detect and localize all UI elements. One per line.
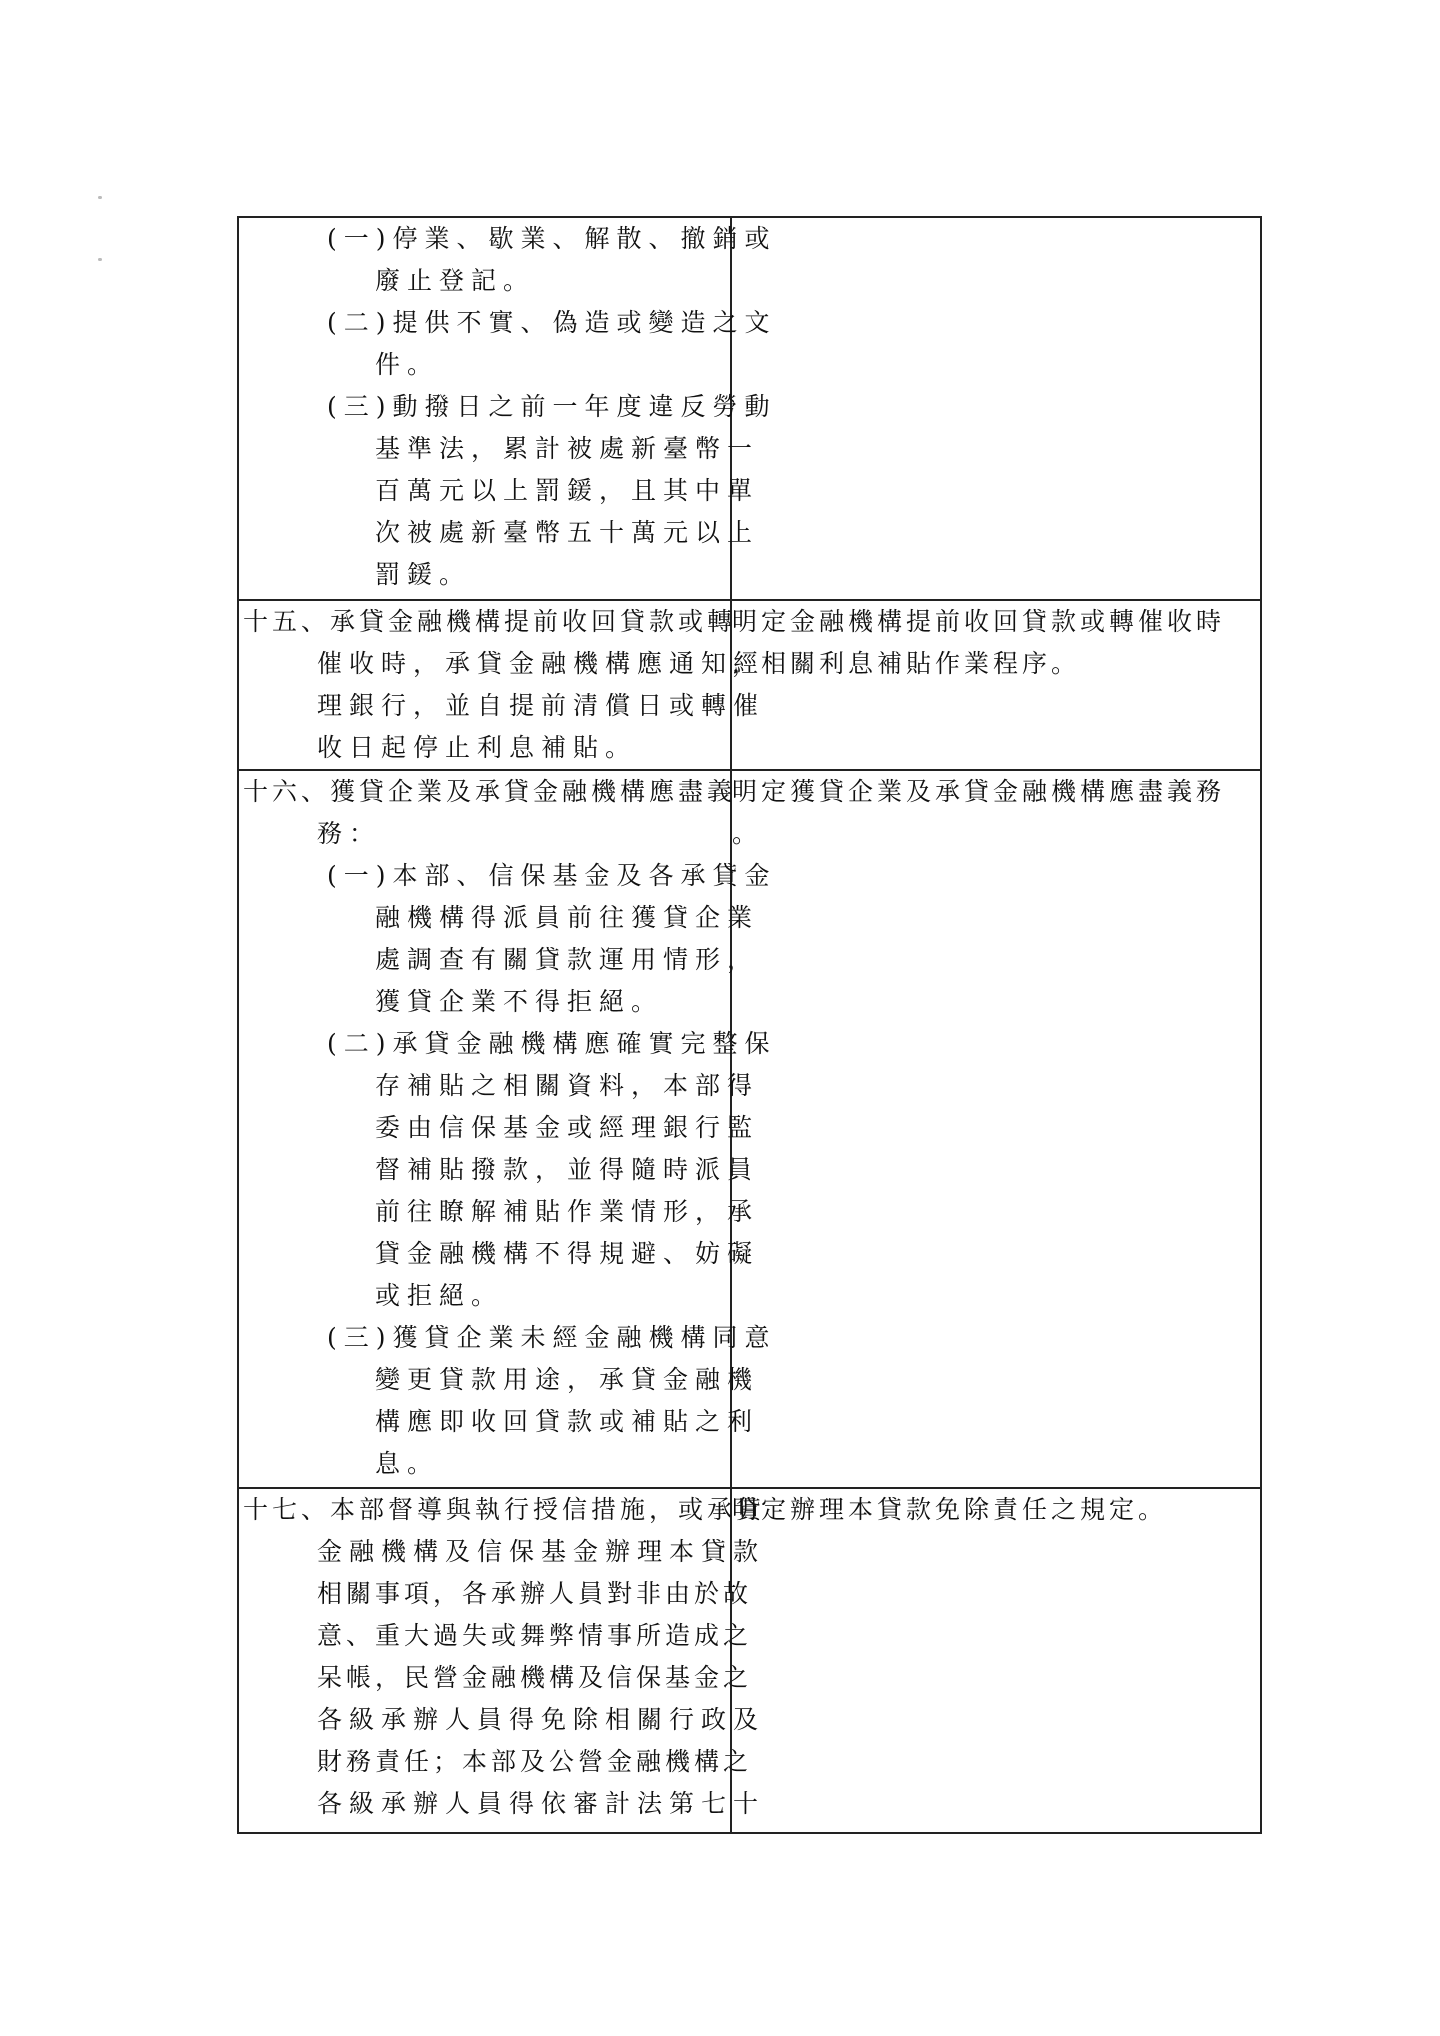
provision-line: 呆帳，民營金融機構及信保基金之 xyxy=(317,1663,753,1692)
provision-line: 構應即收回貸款或補貼之利 xyxy=(375,1407,760,1436)
explanation-cell xyxy=(731,217,1261,600)
provision-line: 息。 xyxy=(375,1449,440,1478)
provision-line: 獲貸企業不得拒絕。 xyxy=(375,987,664,1016)
provision-line: 各級承辦人員得免除相關行政及 xyxy=(317,1705,766,1734)
table-row xyxy=(238,217,1261,600)
provision-line: (一)本部、信保基金及各承貸金 xyxy=(327,861,777,890)
scan-speck xyxy=(98,258,102,261)
explanation-line: 明定金融機構提前收回貸款或轉催收時 xyxy=(732,607,1226,636)
explanation-line: 明定辦理本貸款免除責任之規定。 xyxy=(732,1495,1168,1524)
provision-line: 十七、本部督導與執行授信措施，或承貸 xyxy=(243,1495,766,1524)
table-row xyxy=(238,1488,1261,1833)
explanation-line: 。 xyxy=(732,819,762,848)
provision-cell xyxy=(238,217,777,600)
provision-line: 件。 xyxy=(375,350,440,379)
explanation-line: 明定獲貸企業及承貸金融機構應盡義務 xyxy=(732,777,1226,806)
explanation-cell xyxy=(731,600,1261,770)
provision-line: (二)承貸金融機構應確實完整保 xyxy=(327,1029,777,1058)
provision-line: 或拒絕。 xyxy=(375,1281,504,1310)
provision-line: 十五、承貸金融機構提前收回貸款或轉 xyxy=(243,607,737,636)
explanation-line: ，相關利息補貼作業程序。 xyxy=(732,649,1081,678)
provision-cell xyxy=(238,770,777,1488)
provision-line: 百萬元以上罰鍰，且其中單 xyxy=(375,476,760,505)
provision-line: (三)獲貸企業未經金融機構同意 xyxy=(327,1323,777,1352)
provision-line: 財務責任；本部及公營金融機構之 xyxy=(317,1747,753,1776)
provision-line: 次被處新臺幣五十萬元以上 xyxy=(375,518,760,547)
provision-line: 金融機構及信保基金辦理本貸款 xyxy=(317,1537,766,1566)
provision-line: 相關事項，各承辦人員對非由於故 xyxy=(317,1579,753,1608)
provision-line: 變更貸款用途，承貸金融機 xyxy=(375,1365,760,1394)
provision-line: 務： xyxy=(317,819,382,848)
provision-line: 廢止登記。 xyxy=(375,266,536,295)
explanation-cell xyxy=(731,1488,1261,1833)
provision-line: 處調查有關貸款運用情形， xyxy=(375,945,760,974)
provision-line: 基準法，累計被處新臺幣一 xyxy=(375,434,760,463)
provision-line: 前往瞭解補貼作業情形，承 xyxy=(375,1197,760,1226)
provision-line: 意、重大過失或舞弊情事所造成之 xyxy=(317,1621,753,1650)
provision-line: 融機構得派員前往獲貸企業 xyxy=(375,903,760,932)
provision-line: (三)動撥日之前一年度違反勞動 xyxy=(327,392,777,421)
provision-line: (一)停業、歇業、解散、撤銷或 xyxy=(327,224,777,253)
provision-line: 收日起停止利息補貼。 xyxy=(317,733,638,762)
provision-line: 督補貼撥款，並得隨時派員 xyxy=(375,1155,760,1184)
scan-speck xyxy=(98,196,102,199)
provision-line: 十六、獲貸企業及承貸金融機構應盡義 xyxy=(243,777,737,806)
provision-line: 各級承辦人員得依審計法第七十 xyxy=(317,1789,766,1818)
table-row xyxy=(238,770,1261,1488)
provision-line: 催收時，承貸金融機構應通知經 xyxy=(317,649,766,678)
provision-line: 罰鍰。 xyxy=(375,560,472,589)
provision-line: 貸金融機構不得規避、妨礙 xyxy=(375,1239,760,1268)
provision-line: 委由信保基金或經理銀行監 xyxy=(375,1113,760,1142)
provision-line: (二)提供不實、偽造或變造之文 xyxy=(327,308,777,337)
table-row xyxy=(238,600,1261,770)
provision-cell xyxy=(238,600,766,770)
provision-line: 理銀行，並自提前清償日或轉催 xyxy=(317,691,766,720)
provision-cell xyxy=(238,1488,766,1833)
explanation-cell xyxy=(731,770,1261,1488)
comparison-table xyxy=(237,216,1262,1834)
provision-line: 存補貼之相關資料，本部得 xyxy=(375,1071,760,1100)
